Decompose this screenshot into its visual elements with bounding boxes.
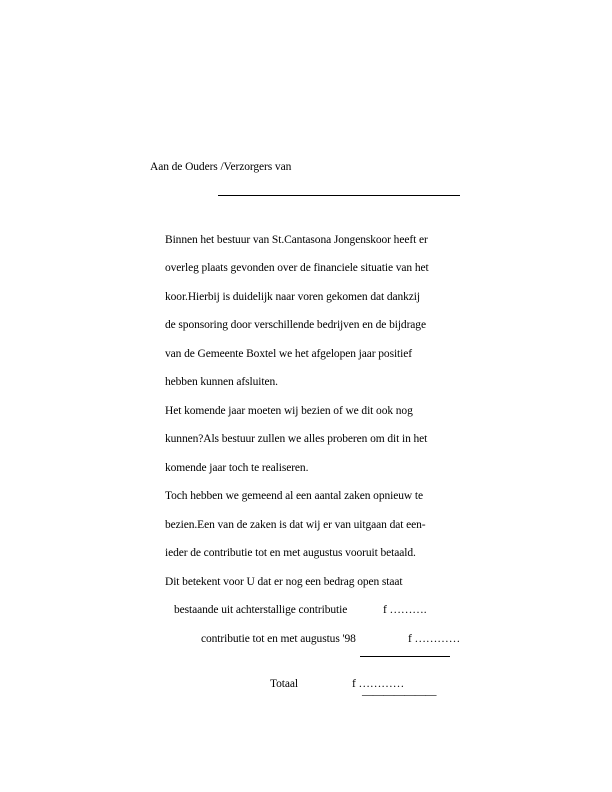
- name-blank-line: [218, 195, 460, 196]
- arrears-label: bestaande uit achterstallige contributie: [174, 604, 348, 616]
- body-line-2: overleg plaats gevonden over de financiele situatie van het: [165, 262, 429, 274]
- arrears-amount: f ……….: [383, 604, 427, 616]
- body-line-10: Toch hebben we gemeend al een aantal zaken opnieuw te: [165, 490, 423, 502]
- body-line-6: hebben kunnen afsluiten.: [165, 376, 278, 388]
- body-line-7: Het komende jaar moeten wij bezien of we dit ook nog: [165, 405, 413, 417]
- body-line-4: de sponsoring door verschillende bedrijven en de bijdrage: [165, 319, 426, 331]
- total-amount: f …………: [352, 678, 405, 690]
- body-line-9: komende jaar toch te realiseren.: [165, 462, 309, 474]
- body-line-3: koor.Hierbij is duidelijk naar voren gekomen dat dankzij: [165, 291, 420, 303]
- body-line-5: van de Gemeente Boxtel we het afgelopen jaar positief: [165, 348, 412, 360]
- total-label: Totaal: [270, 678, 298, 690]
- contribution-label: contributie tot en met augustus '98: [201, 633, 356, 645]
- body-line-1: Binnen het bestuur van St.Cantasona Jongenskoor heeft er: [165, 234, 428, 246]
- contribution-amount: f …………: [408, 633, 461, 645]
- body-line-8: kunnen?Als bestuur zullen we alles proberen om dit in het: [165, 433, 428, 445]
- subtotal-line: [360, 656, 450, 657]
- addressee-line: Aan de Ouders /Verzorgers van: [150, 161, 292, 173]
- body-line-11: bezien.Een van de zaken is dat wij er van uitgaan dat een-: [165, 519, 426, 531]
- body-line-12: ieder de contributie tot en met augustus vooruit betaald.: [165, 547, 416, 559]
- total-double-underline: ———————: [362, 689, 436, 701]
- body-line-13: Dit betekent voor U dat er nog een bedrag open staat: [165, 576, 403, 588]
